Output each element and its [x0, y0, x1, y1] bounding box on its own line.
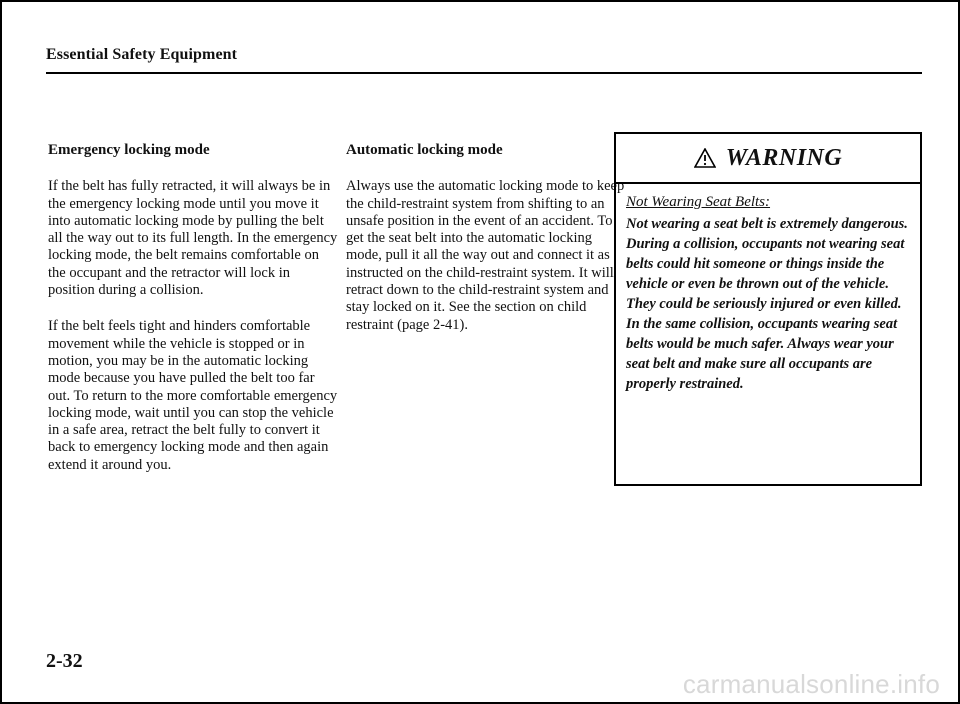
warning-title: WARNING: [725, 144, 843, 171]
warning-body: [616, 184, 920, 394]
warning-triangle-icon: [694, 148, 716, 168]
warning-header: [616, 134, 920, 184]
section-title: Essential Safety Equipment: [46, 46, 238, 63]
page-number: 2-32: [46, 650, 83, 672]
warning-box: [614, 132, 922, 486]
automatic-locking-heading: Automatic locking mode: [346, 142, 503, 158]
automatic-locking-column: [346, 142, 626, 353]
automatic-locking-paragraph: Always use the automatic locking mode to keep the child-restraint system from shifting to an unsafe position in the event of an accident. To get the seat belt into the automatic locking mode, pull it all the way out and connect it as instructed on the child-restraint system. It will retract down to the child-restraint system and stay locked on it. See the section on child restraint (page 2-41).: [346, 178, 625, 333]
emergency-locking-paragraph: If the belt has fully retracted, it will always be in the emergency locking mode until you move it into automatic locking mode by pulling the belt all the way out to its full length. In the emergency locking mode, the belt remains comfortable on the occupant and the retractor will lock in position during a collision.: [48, 178, 338, 299]
emergency-locking-column: [48, 142, 340, 493]
emergency-locking-heading: Emergency locking mode: [48, 142, 210, 158]
header-divider: [46, 72, 922, 74]
tight-belt-paragraph: If the belt feels tight and hinders comfortable movement while the vehicle is stopped or in motion, you may be in the automatic locking mode because you have pulled the belt too far out. To return to the more comfortable emergency locking mode, wait until you can stop the vehicle in a safe area, retract the belt fully to convert it back to emergency locking mode and then again extend it around you.: [48, 318, 338, 473]
warning-subtitle: Not Wearing Seat Belts:: [626, 194, 771, 210]
warning-text: Not wearing a seat belt is extremely dangerous. During a collision, occupants not wearing seat belts could hit someone or things inside the vehicle or even be thrown out of the vehicle. They could be seriously injured or even killed. In the same collision, occupants wearing seat belts would be much safer. Always wear your seat belt and make sure all occupants are properly restrained.: [626, 216, 908, 392]
watermark: carmanualsonline.info: [682, 669, 940, 699]
